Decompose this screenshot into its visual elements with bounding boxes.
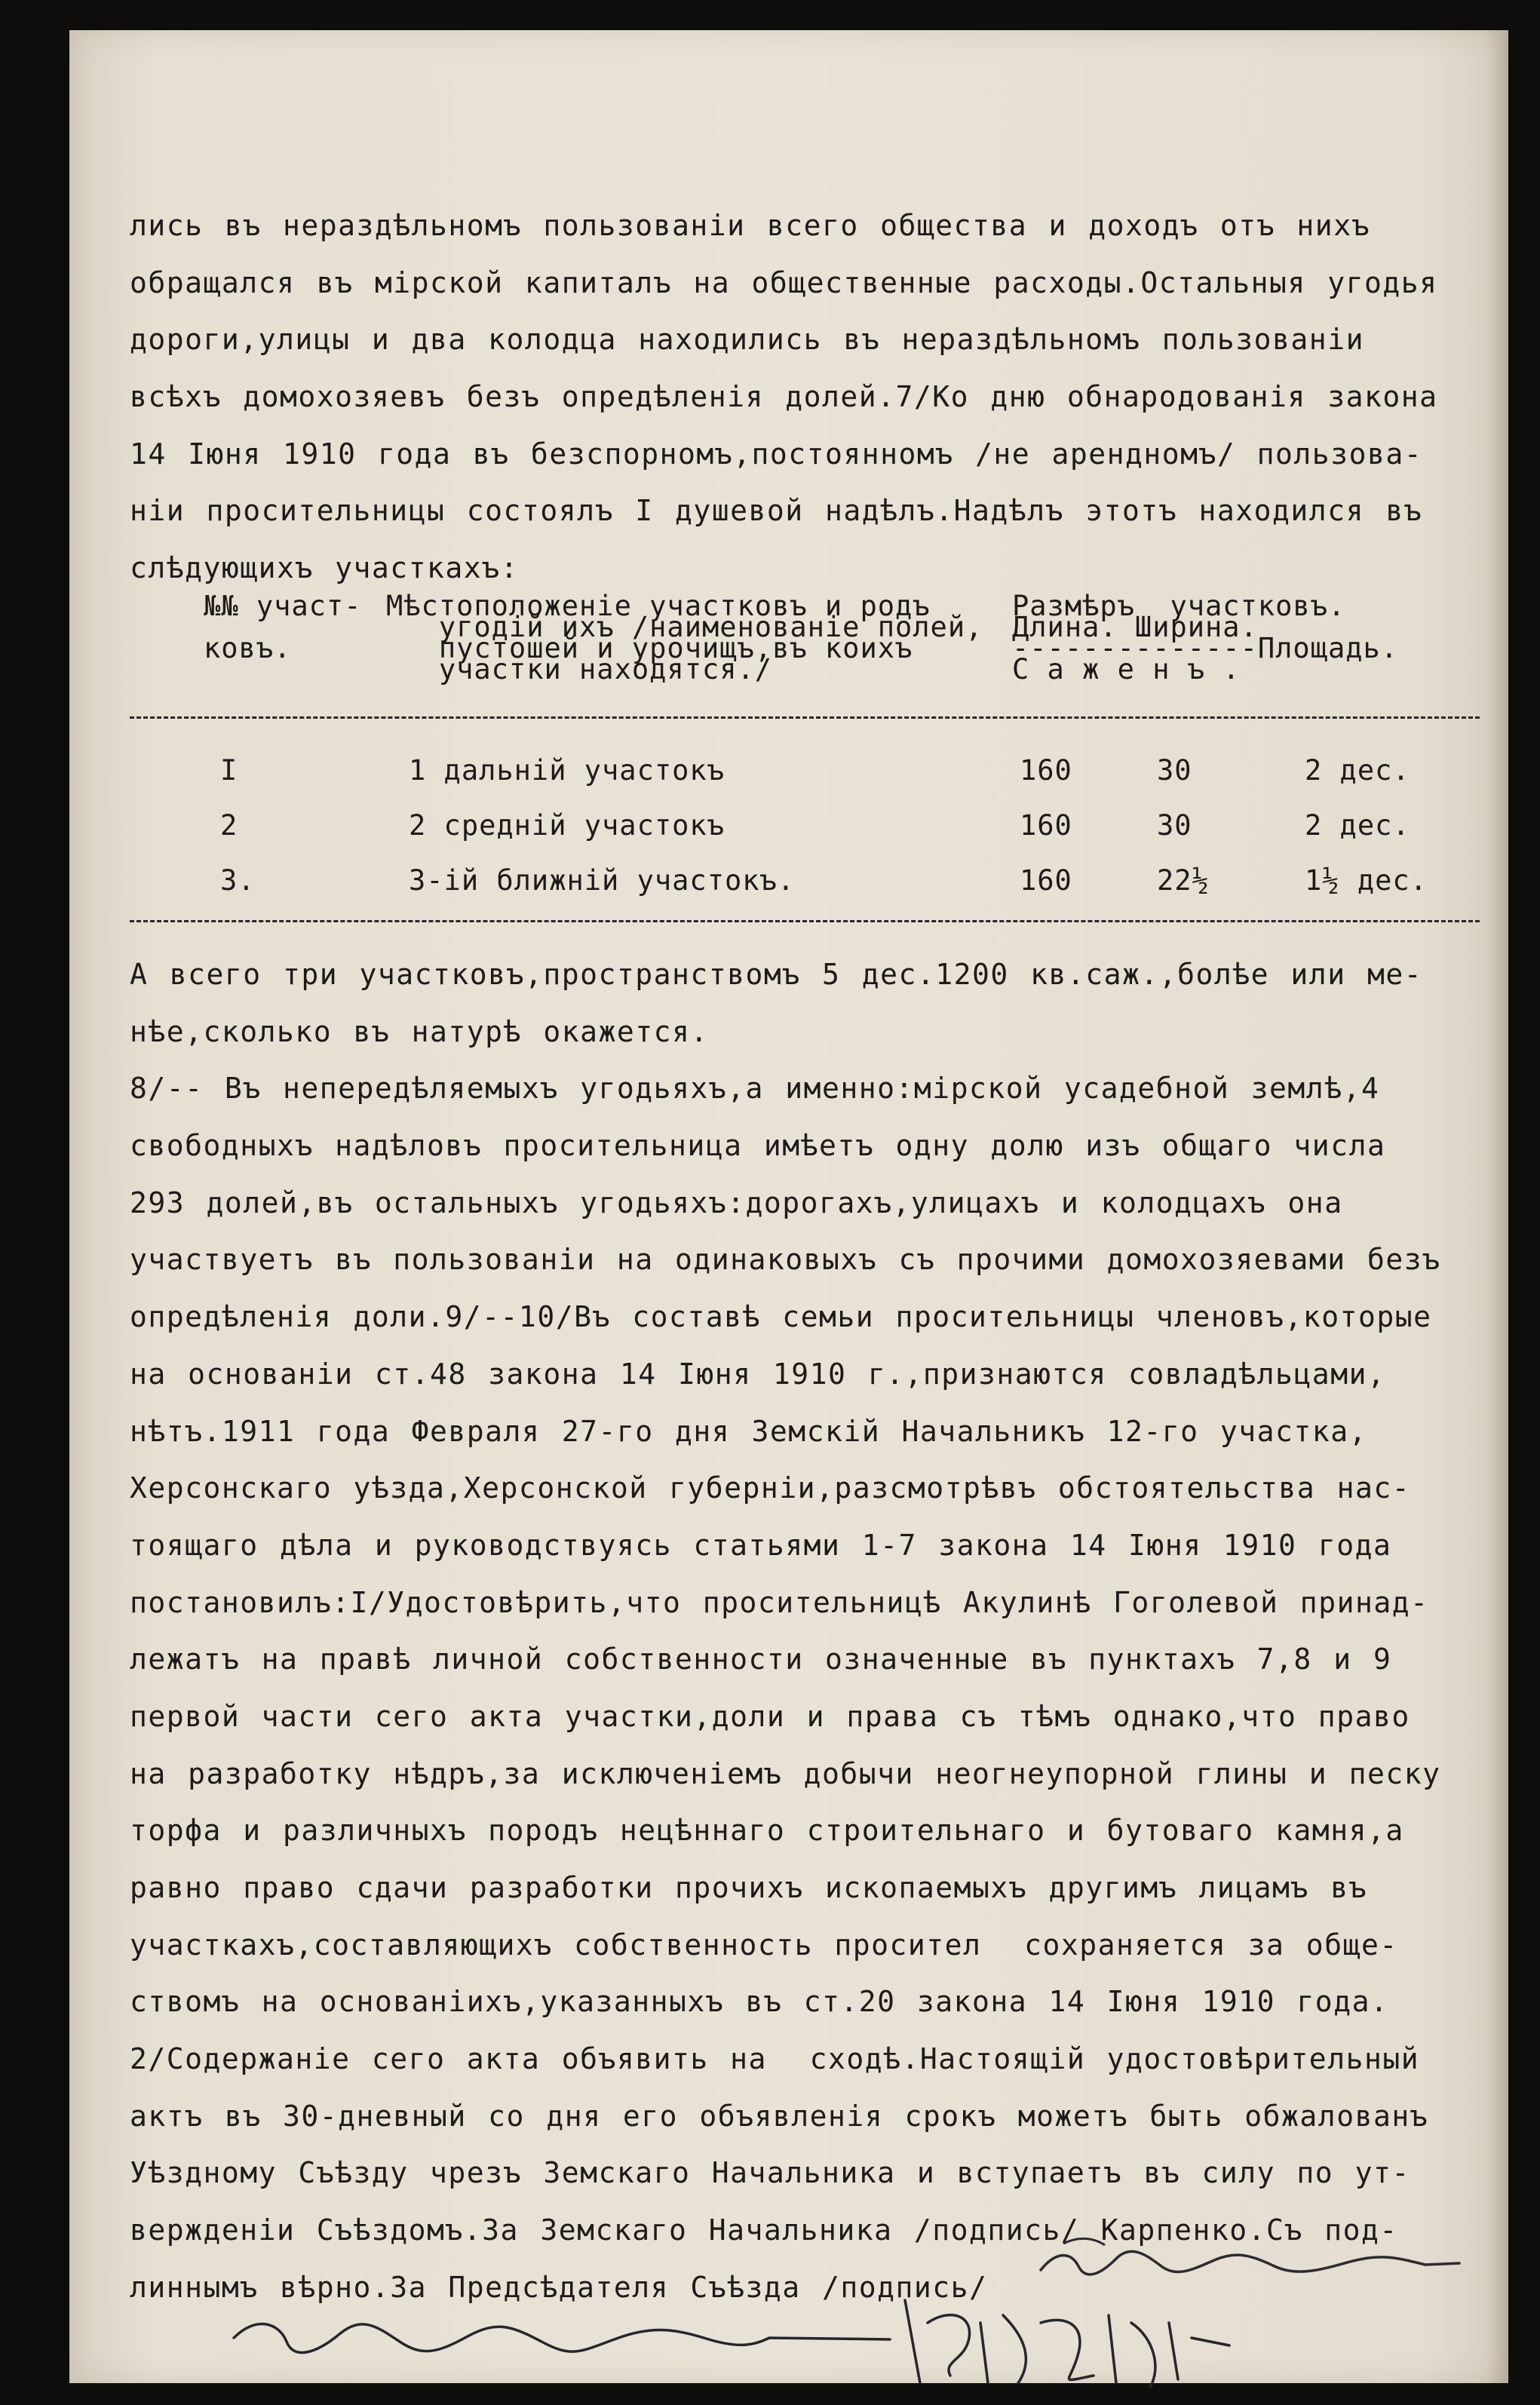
cell-length: 160 xyxy=(1020,754,1072,787)
table-divider-top xyxy=(130,716,1480,719)
signature xyxy=(226,2293,1237,2398)
text-line: равно право сдачи разработки прочихъ ископаемыхъ другимъ лицамъ въ xyxy=(130,1871,1367,1904)
text-line: ствомъ на основаніихъ,указанныхъ въ ст.20 закона 14 Іюня 1910 года. xyxy=(130,1985,1389,2019)
cell-width: 22½ xyxy=(1157,864,1210,897)
text-line: нѣтъ.1911 года Февраля 27-го дня Земскій Начальникъ 12-го участка, xyxy=(130,1414,1367,1448)
header-plot-size: Размѣръ участковъ. Длина. Ширина. --------------Площадь. С а ж е н ъ . xyxy=(1012,590,1399,686)
typed-text-bottom xyxy=(130,946,1487,2317)
text-line: линнымъ вѣрно.За Предсѣдателя Съѣзда /подпись/ xyxy=(130,2270,988,2304)
text-line: А всего три участковъ,пространствомъ 5 дес.1200 кв.саж.,болѣе или ме- xyxy=(130,958,1423,991)
cell-number: 3. xyxy=(220,864,256,897)
text-line: лись въ нераздѣльномъ пользованіи всего общества и доходъ отъ нихъ xyxy=(130,209,1370,242)
text-line: обращался въ мірской капиталъ на общественные расходы.Остальныя угодья xyxy=(130,265,1438,299)
cell-area: 2 дес. xyxy=(1305,754,1410,787)
cell-area: 1½ дес. xyxy=(1305,864,1428,897)
table-row xyxy=(130,864,1487,910)
text-line: актъ въ 30-дневный со дня его объявленія срокъ можетъ быть обжалованъ xyxy=(130,2099,1429,2133)
text-line: опредѣленія доли.9/--10/Въ составѣ семьи просительницы членовъ,которые xyxy=(130,1300,1432,1334)
cell-area: 2 дес. xyxy=(1305,809,1410,842)
table-row xyxy=(130,809,1487,854)
text-line: на основаніи ст.48 закона 14 Іюня 1910 г.,признаются совладѣльцами, xyxy=(130,1357,1386,1391)
text-line: участкахъ,составляющихъ собственность просител сохраняется за обще- xyxy=(130,1928,1398,1962)
cell-name: 1 дальній участокъ xyxy=(409,754,725,787)
text-line: Уѣздному Съѣзду чрезъ Земскаго Начальника и вступаетъ въ силу по ут- xyxy=(130,2156,1410,2190)
table-row xyxy=(130,754,1487,799)
header-plot-number: №№ участ- ковъ. xyxy=(204,590,362,664)
cell-number: 2 xyxy=(220,809,238,842)
text-line: слѣдующихъ участкахъ: xyxy=(130,551,519,585)
text-line: дороги,улицы и два колодца находились въ нераздѣльномъ пользованіи xyxy=(130,323,1364,357)
text-line: торфа и различныхъ породъ нецѣннаго строительнаго и бутоваго камня,а xyxy=(130,1814,1404,1848)
text-line: 293 долей,въ остальныхъ угодьяхъ:дорогахъ,улицахъ и колодцахъ она xyxy=(130,1186,1343,1219)
cell-length: 160 xyxy=(1020,864,1072,897)
cell-name: 2 средній участокъ xyxy=(409,809,725,842)
typed-text-top xyxy=(130,198,1487,597)
text-line: свободныхъ надѣловъ просительница имѣетъ одну долю изъ общаго числа xyxy=(130,1129,1386,1163)
cell-length: 160 xyxy=(1020,809,1072,842)
text-line: постановилъ:I/Удостовѣрить,что просительницѣ Акулинѣ Гоголевой принад- xyxy=(130,1585,1429,1619)
text-line: лежатъ на правѣ личной собственности означенные въ пунктахъ 7,8 и 9 xyxy=(130,1643,1392,1676)
text-line: тоящаго дѣла и руководствуясь статьями 1-7 закона 14 Іюня 1910 года xyxy=(130,1528,1392,1562)
text-line: всѣхъ домохозяевъ безъ опредѣленія долей.7/Ко дню обнародованія закона xyxy=(130,380,1438,414)
text-line: нѣе,сколько въ натурѣ окажется. xyxy=(130,1014,709,1048)
header-plot-location: Мѣстоположеніе участковъ и родъ угодій ихъ /наименованіе полей, пустошей и урочищъ,въ коихъ участки находятся./ xyxy=(386,590,983,686)
cell-width: 30 xyxy=(1157,809,1192,842)
cell-width: 30 xyxy=(1157,754,1192,787)
handwriting-certified xyxy=(1033,2229,1471,2289)
text-line: 14 Іюня 1910 года въ безспорномъ,постоянномъ /не арендномъ/ пользова- xyxy=(130,437,1423,471)
text-line: Херсонскаго уѣзда,Херсонской губерніи,разсмотрѣвъ обстоятельства нас- xyxy=(130,1471,1411,1505)
table-divider-bottom xyxy=(130,920,1480,922)
cell-name: 3-ій ближній участокъ. xyxy=(409,864,796,897)
paper-edge-shadow xyxy=(1486,30,1508,2383)
text-line: участвуетъ въ пользованіи на одинаковыхъ съ прочими домохозяевами безъ xyxy=(130,1243,1441,1277)
text-line: первой части сего акта участки,доли и права съ тѣмъ однако,что право xyxy=(130,1699,1410,1733)
text-line: ніи просительницы состоялъ I душевой надѣлъ.Надѣлъ этотъ находился въ xyxy=(130,494,1423,528)
text-line: вержденіи Съѣздомъ.За Земскаго Начальника /подпись/ Карпенко.Съ под- xyxy=(130,2213,1398,2247)
text-line: на разработку нѣдръ,за исключеніемъ добычи неогнеупорной глины и песку xyxy=(130,1756,1441,1790)
text-line: 2/Содержаніе сего акта объявить на сходѣ.Настоящій удостовѣрительный xyxy=(130,2042,1420,2076)
cell-number: I xyxy=(220,754,238,787)
text-line: 8/-- Въ непередѣляемыхъ угодьяхъ,а именно:мірской усадебной землѣ,4 xyxy=(130,1072,1380,1106)
